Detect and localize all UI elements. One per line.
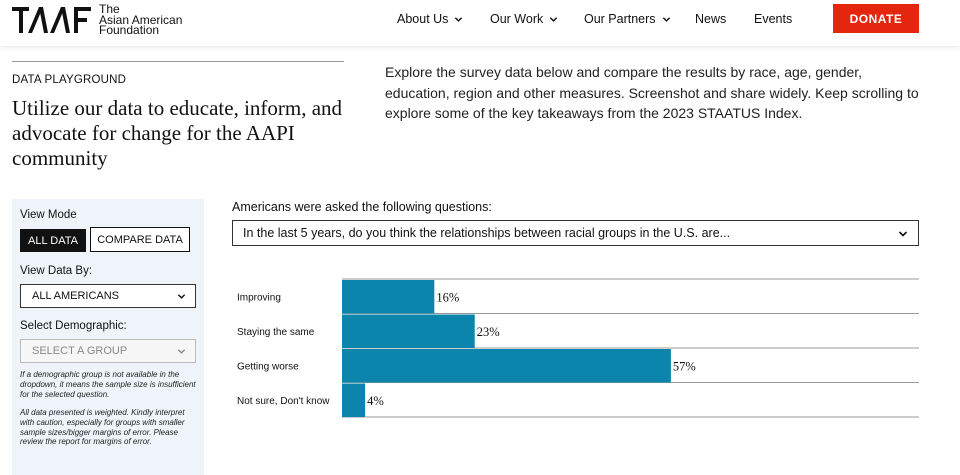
category-label: Not sure, Don't know: [237, 395, 330, 407]
question-value: In the last 5 years, do you think the relationships between racial groups in the U.S. are...: [243, 226, 731, 240]
page-title: Utilize our data to educate, inform, and advocate for change for the AAPI community: [12, 96, 343, 170]
demographic-select[interactable]: [20, 339, 196, 363]
value-label: 57%: [672, 359, 696, 374]
site-header: [0, 0, 960, 46]
view-mode-label: View Mode: [20, 209, 77, 221]
taaf-logo-mark: [12, 5, 92, 35]
logo-line-3: Foundation: [99, 23, 160, 37]
nav-label: Our Work: [490, 12, 544, 26]
logo-line-2: Asian American: [99, 12, 183, 27]
chevron-down-icon: [549, 15, 558, 24]
value-label: 23%: [476, 324, 500, 339]
nav-label: News: [695, 12, 727, 26]
all-data-button[interactable]: ALL DATA: [20, 229, 86, 252]
filter-sidebar: [12, 199, 204, 475]
value-label: 4%: [367, 393, 384, 408]
logo[interactable]: [12, 4, 182, 36]
nav-our-partners[interactable]: [584, 12, 671, 26]
value-label: 16%: [436, 290, 460, 305]
logo-line-1: The: [99, 2, 120, 16]
chevron-down-icon: [177, 292, 186, 301]
nav-events[interactable]: [754, 12, 792, 26]
nav-about-us[interactable]: [397, 12, 463, 26]
nav-label: Our Partners: [584, 12, 656, 26]
demographic-label: Select Demographic:: [20, 320, 127, 332]
chevron-down-icon: [177, 347, 186, 356]
view-by-value: ALL AMERICANS: [32, 290, 120, 302]
category-label: Getting worse: [237, 361, 299, 373]
results-bar-chart: [232, 278, 919, 418]
nav-our-work[interactable]: [490, 12, 558, 26]
chevron-down-icon: [898, 229, 908, 239]
bar-not-sure-don-t-know[interactable]: [342, 384, 365, 418]
question-intro: Americans were asked the following questions:: [232, 200, 492, 214]
chevron-down-icon: [454, 15, 463, 24]
logo-wordmark: [99, 4, 182, 36]
demographic-placeholder: SELECT A GROUP: [32, 345, 128, 357]
nav-news[interactable]: [695, 12, 726, 26]
question-select[interactable]: [232, 220, 919, 246]
view-by-select[interactable]: [20, 284, 196, 308]
view-by-label: View Data By:: [20, 265, 93, 277]
compare-data-button[interactable]: COMPARE DATA: [90, 227, 190, 252]
bar-staying-the-same[interactable]: [342, 315, 475, 349]
nav-label: About Us: [397, 12, 449, 26]
intro-paragraph: Explore the survey data below and compare the results by race, age, gender, education, region and other measures. Screenshot and share widely. Keep scrolling to explore some of the key takeaways from the 2023 STAATUS Index.: [385, 64, 919, 121]
bar-getting-worse[interactable]: [342, 349, 671, 383]
category-label: Improving: [237, 292, 281, 304]
donate-button[interactable]: DONATE: [833, 4, 919, 33]
nav-label: Events: [754, 12, 793, 26]
bar-improving[interactable]: [342, 280, 434, 314]
sample-size-note: If a demographic group is not available in the dropdown, it means the sample size is insufficient for the selected question.: [20, 370, 196, 399]
category-label: Staying the same: [237, 326, 315, 338]
section-eyebrow: DATA PLAYGROUND: [12, 74, 127, 86]
divider: [12, 61, 344, 62]
chevron-down-icon: [662, 15, 671, 24]
weighting-note: All data presented is weighted. Kindly interpret with caution, especially for groups with smaller sample sizes/bigger margins of error. Please review the report for margins of error.: [20, 408, 185, 447]
